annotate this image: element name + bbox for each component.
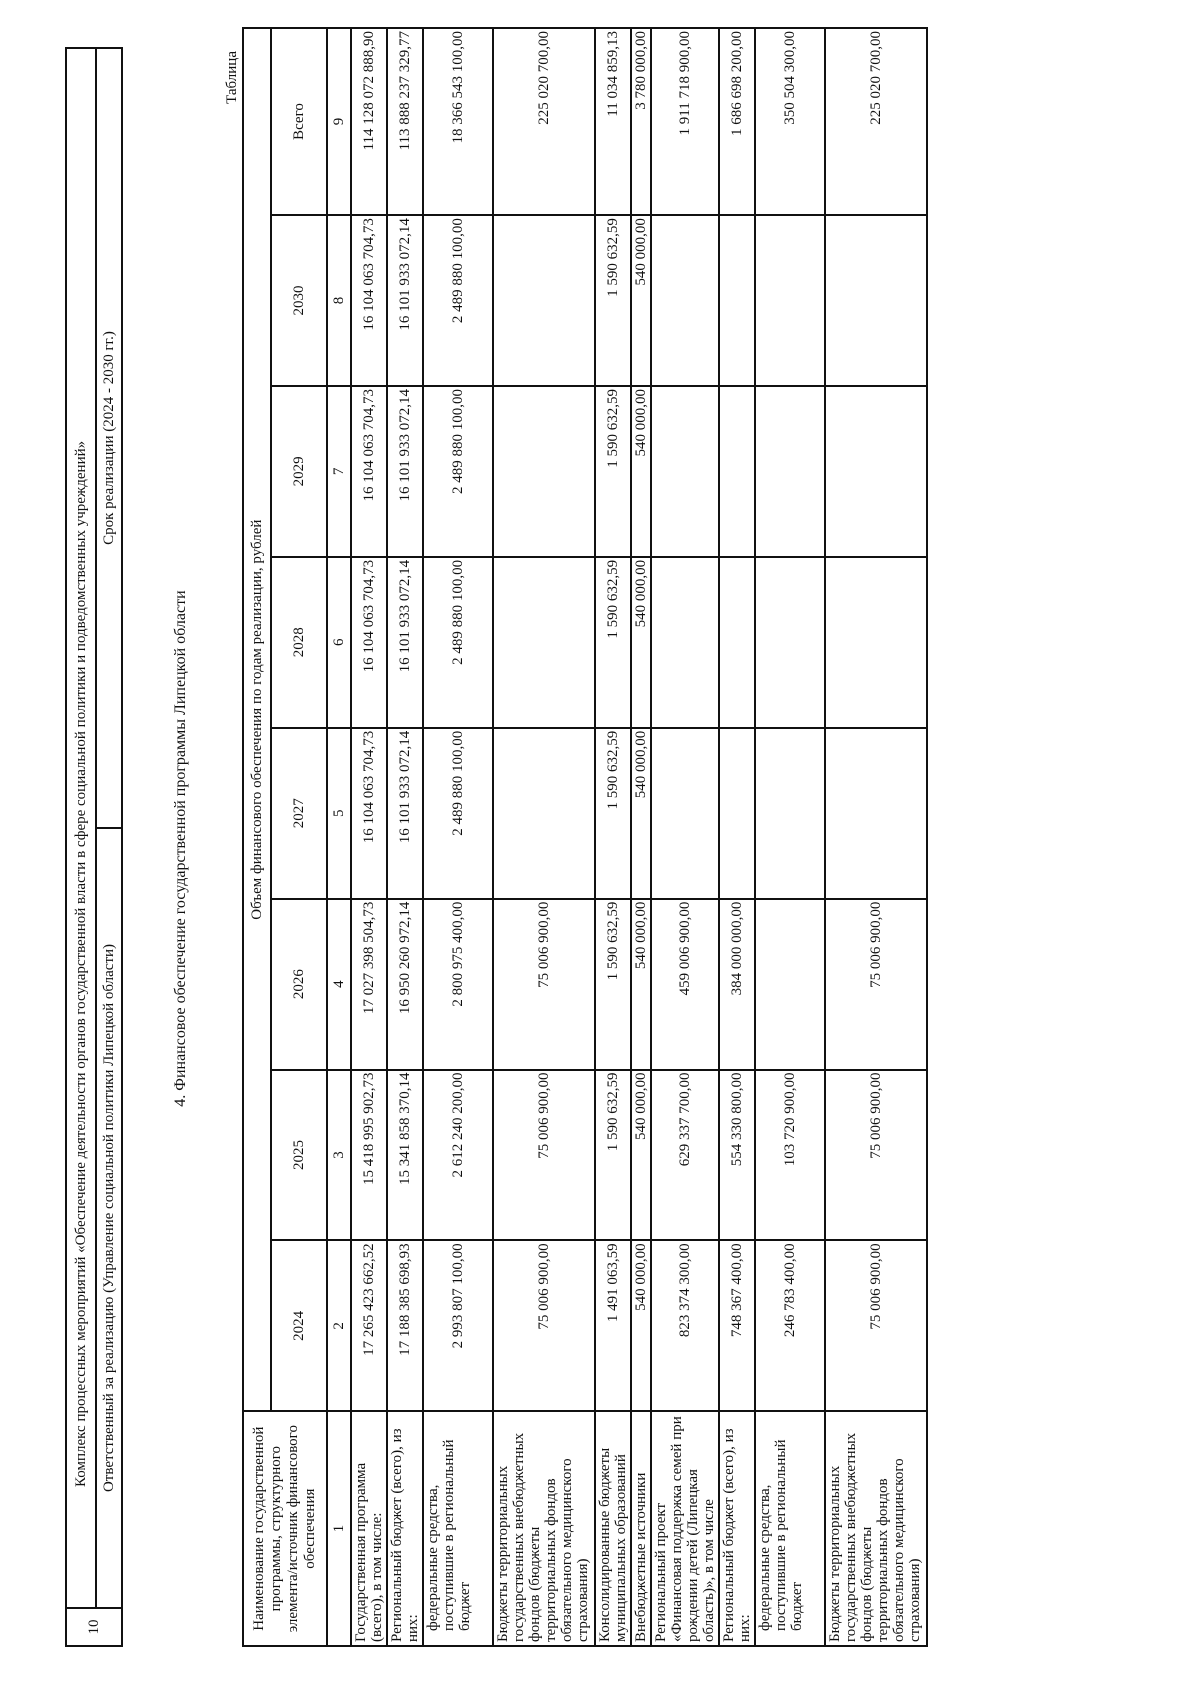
row-value-cell — [719, 215, 755, 386]
column-index-row — [327, 28, 351, 1646]
year-header: 2027 — [271, 728, 327, 899]
row-value-cell: 16 104 063 704,73 — [351, 215, 387, 386]
row-total-cell: 350 504 300,00 — [755, 28, 825, 215]
row-value-cell: 16 101 933 072,14 — [387, 386, 423, 557]
row-total-cell: 18 366 543 100,00 — [423, 28, 493, 215]
row-value-cell: 1 590 632,59 — [595, 1070, 631, 1241]
row-value-cell: 2 489 880 100,00 — [423, 728, 493, 899]
row-name: Внебюджетные источники — [631, 1411, 651, 1646]
row-value-cell: 2 612 240 200,00 — [423, 1070, 493, 1241]
table-header-row-years — [271, 28, 327, 1646]
column-index: 8 — [327, 215, 351, 386]
column-index: 6 — [327, 557, 351, 728]
row-value-cell: 75 006 900,00 — [493, 1240, 595, 1411]
row-value-cell: 1 590 632,59 — [595, 386, 631, 557]
row-value-cell: 2 993 807 100,00 — [423, 1240, 493, 1411]
column-index: 4 — [327, 899, 351, 1070]
row-value-cell: 1 590 632,59 — [595, 215, 631, 386]
name-column-header: Наименование государственной программы, структурного элемента/источник финансового обеспечения — [243, 1411, 327, 1646]
table-row — [631, 28, 651, 1646]
row-value-cell: 16 104 063 704,73 — [351, 728, 387, 899]
row-value-cell: 103 720 900,00 — [755, 1070, 825, 1241]
row-total-cell: 225 020 700,00 — [493, 28, 595, 215]
total-header: Всего — [271, 28, 327, 215]
complex-number: 10 — [66, 1608, 122, 1646]
row-value-cell — [825, 728, 927, 899]
table-row — [719, 28, 755, 1646]
row-value-cell: 1 590 632,59 — [595, 557, 631, 728]
row-name: Бюджеты территориальных государственных внебюджетных фондов (бюджеты территориальных фондов обязательного медицинского страхования) — [493, 1411, 595, 1646]
table-row — [755, 28, 825, 1646]
row-value-cell: 75 006 900,00 — [825, 1240, 927, 1411]
row-value-cell: 16 104 063 704,73 — [351, 386, 387, 557]
table-row — [595, 28, 631, 1646]
row-value-cell — [755, 215, 825, 386]
row-total-cell: 3 780 000,00 — [631, 28, 651, 215]
year-header: 2029 — [271, 386, 327, 557]
header-row-details — [96, 48, 122, 1646]
row-value-cell — [493, 215, 595, 386]
section-title: 4. Финансовое обеспечение государственной программы Липецкой области — [172, 590, 189, 1107]
row-name: Региональный бюджет (всего), из них: — [387, 1411, 423, 1646]
table-header-row-1 — [243, 28, 271, 1646]
row-value-cell: 15 341 858 370,14 — [387, 1070, 423, 1241]
row-total-cell: 114 128 072 888,90 — [351, 28, 387, 215]
year-header: 2025 — [271, 1070, 327, 1241]
program-header-table — [65, 47, 123, 1647]
row-value-cell: 540 000,00 — [631, 1070, 651, 1241]
column-index: 5 — [327, 728, 351, 899]
row-name: федеральные средства, поступившие в региональный бюджет — [423, 1411, 493, 1646]
table-row — [387, 28, 423, 1646]
row-value-cell: 2 800 975 400,00 — [423, 899, 493, 1070]
row-value-cell — [755, 386, 825, 557]
finance-table-body — [351, 28, 927, 1646]
complex-name: Комплекс процессных мероприятий «Обеспечение деятельности органов государственной власти в сфере социальной политики и подведомственных учреждений» — [66, 48, 96, 1608]
row-name: Региональный проект «Финансовая поддержка семей при рождении детей (Липецкая область)», в том числе — [651, 1411, 719, 1646]
row-value-cell: 75 006 900,00 — [825, 1070, 927, 1241]
row-value-cell: 540 000,00 — [631, 215, 651, 386]
row-total-cell: 11 034 859,13 — [595, 28, 631, 215]
row-name: Государственная программа (всего), в том числе: — [351, 1411, 387, 1646]
year-header: 2026 — [271, 899, 327, 1070]
row-value-cell: 16 101 933 072,14 — [387, 215, 423, 386]
row-name: федеральные средства, поступившие в региональный бюджет — [755, 1411, 825, 1646]
row-value-cell: 540 000,00 — [631, 728, 651, 899]
column-index: 1 — [327, 1411, 351, 1646]
row-value-cell — [719, 386, 755, 557]
row-value-cell: 246 783 400,00 — [755, 1240, 825, 1411]
row-value-cell: 16 950 260 972,14 — [387, 899, 423, 1070]
row-name: Консолидированные бюджеты муниципальных образований — [595, 1411, 631, 1646]
row-value-cell — [755, 557, 825, 728]
table-row — [651, 28, 719, 1646]
row-value-cell — [719, 728, 755, 899]
row-value-cell — [651, 728, 719, 899]
row-value-cell: 1 590 632,59 — [595, 899, 631, 1070]
year-header: 2024 — [271, 1240, 327, 1411]
row-name: Региональный бюджет (всего), из них: — [719, 1411, 755, 1646]
years-group-header: Объем финансового обеспечения по годам реализации, рублей — [243, 28, 271, 1411]
column-index: 9 — [327, 28, 351, 215]
row-value-cell — [493, 386, 595, 557]
row-value-cell — [719, 557, 755, 728]
row-total-cell: 225 020 700,00 — [825, 28, 927, 215]
row-value-cell: 16 104 063 704,73 — [351, 557, 387, 728]
row-total-cell: 1 911 718 900,00 — [651, 28, 719, 215]
row-value-cell: 1 590 632,59 — [595, 728, 631, 899]
header-row-complex — [66, 48, 96, 1646]
row-value-cell: 384 000 000,00 — [719, 899, 755, 1070]
row-value-cell: 17 027 398 504,73 — [351, 899, 387, 1070]
row-value-cell: 17 265 423 662,52 — [351, 1240, 387, 1411]
row-total-cell: 1 686 698 200,00 — [719, 28, 755, 215]
table-row — [423, 28, 493, 1646]
table-row — [493, 28, 595, 1646]
row-value-cell — [825, 557, 927, 728]
row-value-cell — [651, 557, 719, 728]
row-value-cell — [651, 386, 719, 557]
row-value-cell: 2 489 880 100,00 — [423, 557, 493, 728]
row-value-cell: 17 188 385 698,93 — [387, 1240, 423, 1411]
row-value-cell: 75 006 900,00 — [825, 899, 927, 1070]
row-value-cell — [825, 215, 927, 386]
row-value-cell: 540 000,00 — [631, 899, 651, 1070]
row-value-cell: 459 006 900,00 — [651, 899, 719, 1070]
row-name: Бюджеты территориальных государственных внебюджетных фондов (бюджеты территориальных фондов обязательного медицинского страхования) — [825, 1411, 927, 1646]
table-row — [825, 28, 927, 1646]
row-value-cell: 75 006 900,00 — [493, 1070, 595, 1241]
table-row — [351, 28, 387, 1646]
row-value-cell: 554 330 800,00 — [719, 1070, 755, 1241]
row-value-cell: 540 000,00 — [631, 386, 651, 557]
row-value-cell: 16 101 933 072,14 — [387, 728, 423, 899]
row-value-cell — [755, 899, 825, 1070]
row-value-cell: 15 418 995 902,73 — [351, 1070, 387, 1241]
finance-table — [242, 27, 928, 1647]
row-value-cell: 540 000,00 — [631, 557, 651, 728]
row-value-cell: 540 000,00 — [631, 1240, 651, 1411]
row-value-cell — [651, 215, 719, 386]
table-label: Таблица — [224, 51, 240, 104]
term-cell: Срок реализации (2024 - 2030 гг.) — [96, 48, 122, 828]
row-value-cell — [825, 386, 927, 557]
column-index: 2 — [327, 1240, 351, 1411]
row-value-cell — [493, 728, 595, 899]
row-value-cell: 75 006 900,00 — [493, 899, 595, 1070]
row-value-cell: 2 489 880 100,00 — [423, 215, 493, 386]
row-value-cell: 2 489 880 100,00 — [423, 386, 493, 557]
row-value-cell: 1 491 063,59 — [595, 1240, 631, 1411]
year-header: 2028 — [271, 557, 327, 728]
row-value-cell — [493, 557, 595, 728]
row-total-cell: 113 888 237 329,77 — [387, 28, 423, 215]
row-value-cell: 823 374 300,00 — [651, 1240, 719, 1411]
row-value-cell — [755, 728, 825, 899]
row-value-cell: 629 337 700,00 — [651, 1070, 719, 1241]
column-index: 7 — [327, 386, 351, 557]
row-value-cell: 16 101 933 072,14 — [387, 557, 423, 728]
column-index: 3 — [327, 1070, 351, 1241]
row-value-cell: 748 367 400,00 — [719, 1240, 755, 1411]
year-header: 2030 — [271, 215, 327, 386]
responsible-cell: Ответственный за реализацию (Управление социальной политики Липецкой области) — [96, 828, 122, 1608]
